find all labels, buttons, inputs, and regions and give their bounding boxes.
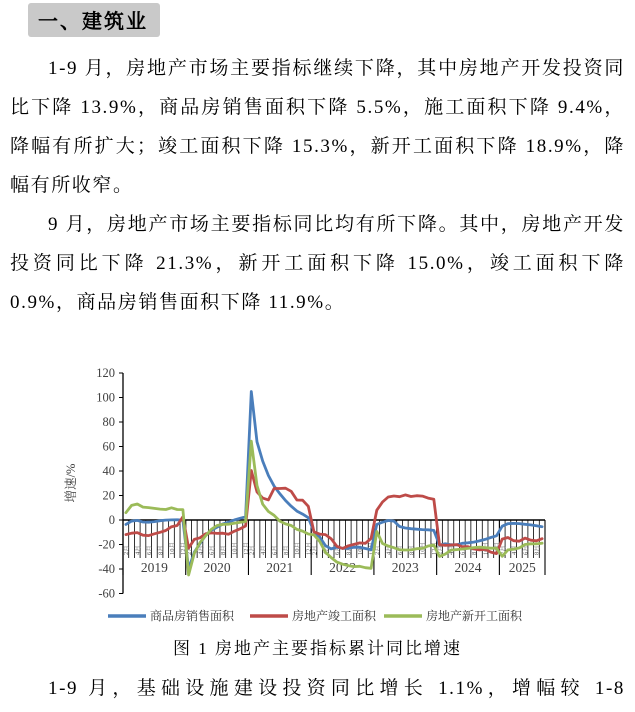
x-month-label: 8月 (220, 545, 228, 555)
section-heading: 一、建筑业 (28, 3, 160, 37)
x-month-label: 8月 (282, 545, 290, 555)
x-year-label: 2022 (329, 560, 357, 575)
x-month-label: 6月 (334, 545, 342, 555)
x-month-label: 4月 (322, 545, 330, 555)
x-month-label: 12月 (368, 542, 376, 555)
x-month-label: 12月 (180, 542, 188, 555)
x-month-label: 8月 (408, 545, 416, 555)
footer-paragraph: 1-9 月，基础设施建设投资同比增长 1.1%，增幅较 1-8 (48, 678, 625, 699)
x-month-label: 8月 (471, 545, 478, 555)
x-year-label: 2019 (140, 560, 168, 575)
x-month-label: 4月 (197, 545, 205, 555)
legend-label: 商品房销售面积 (150, 609, 235, 623)
figure-caption: 图 1 房地产主要指标累计同比增速 (173, 639, 462, 658)
paragraph-1: 1-9 月，房地产市场主要指标继续下降，其中房地产开发投资同比下降 13.9%，商品房销售面积下降 5.5%，施工面积下降 9.4%，降幅有所扩大；竣工面积下降 15.3%，新开工面积下降 18.9%，降幅有所收窄。 (10, 58, 625, 196)
y-axis-title: 增速/% (64, 463, 78, 503)
x-month-label: 2月 (248, 545, 256, 555)
x-month-label: 4月 (510, 545, 518, 555)
x-year-label: 2025 (508, 560, 536, 575)
x-year-label: 2020 (203, 560, 231, 575)
x-month-label: 2月 (185, 545, 193, 555)
x-month-label: 4月 (385, 545, 393, 555)
y-tick-label: 60 (102, 439, 115, 454)
y-tick-label: 80 (102, 415, 115, 429)
x-month-label: 8月 (157, 545, 165, 555)
x-month-label: 4月 (134, 545, 142, 555)
x-month-label: 12月 (493, 542, 501, 555)
y-tick-label: 20 (102, 488, 115, 503)
y-tick-label: -40 (98, 562, 115, 576)
real-estate-indicators-chart (62, 366, 572, 628)
x-month-label: 2月 (499, 545, 507, 555)
x-month-label: 4月 (260, 545, 267, 555)
paragraph-2: 9 月，房地产市场主要指标同比均有所下降。其中，房地产开发投资同比下降 21.3%，新开工面积下降 15.0%，竣工面积下降 0.9%，商品房销售面积下降 11.9%。 (10, 214, 625, 313)
x-month-label: 6月 (208, 545, 216, 555)
y-tick-label: 100 (96, 390, 115, 405)
y-tick-label: 40 (102, 464, 115, 478)
x-month-label: 10月 (482, 542, 490, 555)
x-month-label: 12月 (242, 542, 250, 555)
x-month-label: 8月 (533, 545, 541, 555)
legend-label: 房地产新开工面积 (426, 609, 523, 623)
x-year-label: 2024 (454, 560, 482, 575)
x-month-label: 2月 (436, 545, 444, 555)
x-year-label: 2023 (391, 560, 419, 575)
chart-canvas (62, 366, 572, 628)
y-tick-label: 0 (108, 513, 115, 527)
x-month-label: 2月 (311, 545, 319, 555)
x-month-label: 12月 (305, 542, 313, 555)
y-tick-label: -20 (98, 537, 115, 552)
x-month-label: 10月 (419, 542, 427, 555)
y-tick-label: -60 (98, 586, 115, 601)
x-month-label: 10月 (168, 542, 176, 555)
x-month-label: 6月 (459, 545, 467, 555)
x-month-label: 6月 (271, 545, 279, 555)
x-month-label: 4月 (448, 545, 456, 555)
x-month-label: 2月 (374, 545, 382, 555)
x-month-label: 10月 (357, 542, 364, 555)
x-month-label: 12月 (431, 542, 439, 555)
x-year-label: 2021 (266, 560, 294, 575)
x-month-label: 6月 (522, 545, 530, 555)
x-month-label: 10月 (231, 542, 239, 555)
y-tick-label: 120 (96, 366, 115, 380)
x-month-label: 6月 (396, 545, 404, 555)
x-month-label: 10月 (294, 542, 302, 555)
x-month-label: 6月 (146, 545, 153, 555)
legend-label: 房地产竣工面积 (292, 609, 377, 623)
x-month-label: 8月 (345, 545, 353, 555)
x-month-label: 2月 (123, 545, 131, 555)
